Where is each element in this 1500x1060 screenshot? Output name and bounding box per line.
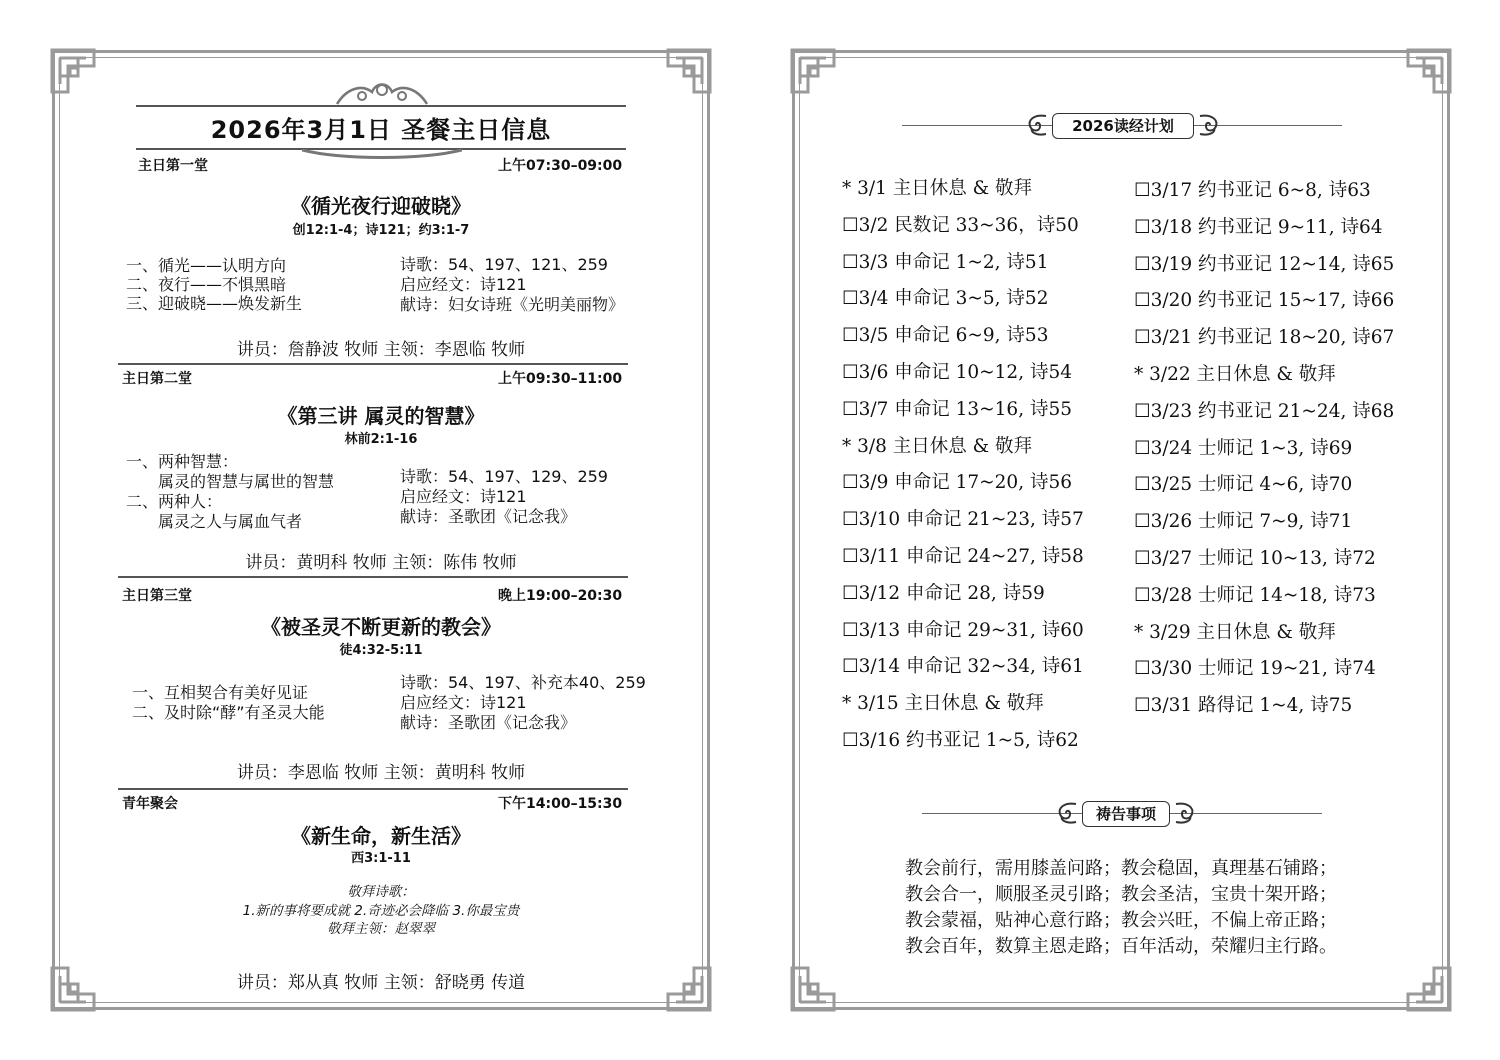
reading-plan-item: * 3/22 主日休息 & 敬拜	[1134, 364, 1336, 385]
outline-point: 属灵之人与属血气者	[158, 512, 303, 531]
service-time: 上午09:30–11:00	[498, 371, 623, 387]
reading-plan-item: * 3/29 主日休息 & 敬拜	[1134, 621, 1336, 643]
worship-songs: 1.新的事将要成就 2.奇迹必会降临 3.你最宝贵	[242, 903, 520, 919]
left-panel	[52, 50, 710, 1010]
hymns: 诗歌：54、197、129、259	[400, 467, 608, 486]
sermon-scripture: 创12:1-4；诗121；约3:1-7	[292, 223, 470, 238]
reading-plan-item: ☐3/2 民数记 33~36，诗50	[842, 214, 1079, 236]
reading-plan-item: ☐3/12 申命记 28, 诗59	[842, 582, 1045, 604]
right-panel	[792, 50, 1450, 1010]
service-time: 晚上19:00–20:30	[498, 588, 623, 604]
reading-plan-item: ☐3/13 申命记 29~31, 诗60	[842, 619, 1084, 641]
prayer-line: 教会百年，数算主恩走路；百年活动，荣耀归主行路。	[905, 936, 1337, 957]
fretwork-corner-icon	[788, 964, 838, 1014]
reading-plan-item: ☐3/24 士师记 1~3, 诗69	[1134, 437, 1353, 459]
outline-point: 一、两种智慧：	[126, 452, 239, 471]
outline-point: 二、夜行——不惧黑暗	[126, 275, 287, 294]
prayer-line: 教会前行，需用膝盖问路；教会稳固，真理基石铺路；	[905, 858, 1337, 879]
reading-plan-item: ☐3/26 士师记 7~9, 诗71	[1134, 511, 1353, 533]
fretwork-corner-icon	[1404, 964, 1454, 1014]
speakers: 讲员：郑从真 牧师 主领：舒晓勇 传道	[236, 973, 526, 993]
worship-songs-heading: 敬拜诗歌：	[347, 884, 415, 900]
reading-plan-item: ☐3/23 约书亚记 21~24, 诗68	[1134, 400, 1395, 422]
outline-point: 属灵的智慧与属世的智慧	[158, 472, 335, 491]
reading-plan-item: ☐3/31 路得记 1~4, 诗75	[1134, 695, 1353, 717]
section-divider	[118, 788, 628, 790]
reading-plan-item: ☐3/3 申命记 1~2, 诗51	[842, 251, 1049, 273]
fretwork-corner-icon	[1404, 46, 1454, 96]
fretwork-corner-icon	[664, 46, 714, 96]
hymns: 诗歌：54、197、121、259	[400, 255, 608, 274]
reading-plan-item: ☐3/28 士师记 14~18, 诗73	[1134, 584, 1376, 606]
speakers: 讲员：詹静波 牧师 主领：李恩临 牧师	[236, 340, 526, 360]
sermon-scripture: 林前2:1-16	[344, 432, 418, 447]
sermon-title: 《循光夜行迎破晓》	[291, 194, 471, 218]
service-label: 主日第一堂	[138, 158, 208, 174]
reading-plan-item: ☐3/10 申命记 21~23, 诗57	[842, 509, 1084, 531]
service-label: 主日第二堂	[122, 371, 192, 387]
outline-point: 一、循光——认明方向	[126, 256, 287, 275]
offering-song: 献诗：圣歌团《记念我》	[400, 507, 577, 526]
prayer-title: 祷告事项	[1082, 801, 1170, 827]
service-time: 下午14:00–15:30	[498, 796, 623, 812]
scroll-ornament-left-icon	[1054, 800, 1080, 826]
cloud-ornament-top-icon	[332, 78, 432, 106]
prayer-line: 教会蒙福，贴神心意行路；教会兴旺，不偏上帝正路；	[905, 910, 1337, 931]
service-label: 青年聚会	[122, 796, 178, 812]
hymns: 诗歌：54、197、补充本40、259	[400, 673, 646, 692]
reading-plan-item: ☐3/6 申命记 10~12, 诗54	[842, 362, 1073, 383]
outline-point: 二、及时除“酵”有圣灵大能	[132, 703, 325, 722]
service-label: 主日第三堂	[122, 588, 192, 604]
fretwork-corner-icon	[48, 46, 98, 96]
responsive-reading: 启应经文：诗121	[400, 487, 527, 506]
reading-plan-item: ☐3/16 约书亚记 1~5, 诗62	[842, 730, 1079, 751]
sermon-scripture: 西3:1-11	[351, 851, 411, 866]
speakers: 讲员：黄明科 牧师 主领：陈伟 牧师	[245, 553, 517, 573]
responsive-reading: 启应经文：诗121	[400, 693, 527, 712]
offering-song: 献诗：圣歌团《记念我》	[400, 713, 577, 732]
worship-leader: 敬拜主领：赵翠翠	[327, 921, 435, 937]
reading-plan-item: ☐3/4 申命记 3~5, 诗52	[842, 288, 1049, 310]
sermon-title: 《第三讲 属灵的智慧》	[277, 404, 485, 428]
reading-plan-item: * 3/8 主日休息 & 敬拜	[842, 435, 1033, 457]
reading-plan-item: ☐3/21 约书亚记 18~20, 诗67	[1134, 327, 1395, 349]
prayer-line: 教会合一，顺服圣灵引路；教会圣洁，宝贵十架开路；	[905, 884, 1337, 905]
reading-plan-item: ☐3/18 约书亚记 9~11, 诗64	[1134, 216, 1383, 238]
responsive-reading: 启应经文：诗121	[400, 275, 527, 294]
reading-plan-item: ☐3/30 士师记 19~21, 诗74	[1134, 658, 1376, 680]
reading-plan-item: ☐3/5 申命记 6~9, 诗53	[842, 325, 1049, 347]
reading-plan-item: ☐3/14 申命记 32~34, 诗61	[842, 656, 1084, 678]
sermon-scripture: 徒4:32-5:11	[339, 643, 423, 658]
sermon-title: 《被圣灵不断更新的教会》	[261, 615, 501, 639]
reading-plan-item: ☐3/7 申命记 13~16, 诗55	[842, 398, 1073, 420]
reading-plan-item: * 3/1 主日休息 & 敬拜	[842, 178, 1033, 199]
section-divider	[118, 363, 628, 365]
header-top-rule	[136, 105, 626, 107]
plan-title: 2026读经计划	[1052, 113, 1194, 139]
reading-plan-item: ☐3/11 申命记 24~27, 诗58	[842, 546, 1084, 567]
offering-song: 献诗：妇女诗班《光明美丽物》	[400, 295, 625, 314]
reading-plan-item: ☐3/27 士师记 10~13, 诗72	[1134, 548, 1376, 569]
page-title: 2026年3月1日 圣餐主日信息	[210, 116, 552, 144]
outline-point: 二、两种人：	[126, 492, 223, 511]
reading-plan-item: * 3/15 主日休息 & 敬拜	[842, 693, 1044, 715]
section-divider	[118, 576, 628, 578]
speakers: 讲员：李恩临 牧师 主领：黄明科 牧师	[236, 763, 526, 783]
scroll-ornament-right-icon	[1196, 112, 1222, 138]
outline-point: 一、互相契合有美好见证	[132, 683, 309, 702]
reading-plan-item: ☐3/25 士师记 4~6, 诗70	[1134, 474, 1353, 496]
scroll-ornament-left-icon	[1024, 112, 1050, 138]
reading-plan-item: ☐3/9 申命记 17~20, 诗56	[842, 472, 1073, 494]
fretwork-corner-icon	[788, 46, 838, 96]
cloud-ornament-bottom-icon	[302, 148, 462, 162]
sermon-title: 《新生命，新生活》	[291, 824, 471, 848]
service-time: 上午07:30–09:00	[498, 158, 623, 174]
reading-plan-item: ☐3/17 约书亚记 6~8, 诗63	[1134, 180, 1371, 201]
reading-plan-item: ☐3/20 约书亚记 15~17, 诗66	[1134, 290, 1395, 312]
scroll-ornament-right-icon	[1172, 800, 1198, 826]
outline-point: 三、迎破晓——焕发新生	[126, 294, 303, 313]
reading-plan-item: ☐3/19 约书亚记 12~14, 诗65	[1134, 253, 1395, 275]
